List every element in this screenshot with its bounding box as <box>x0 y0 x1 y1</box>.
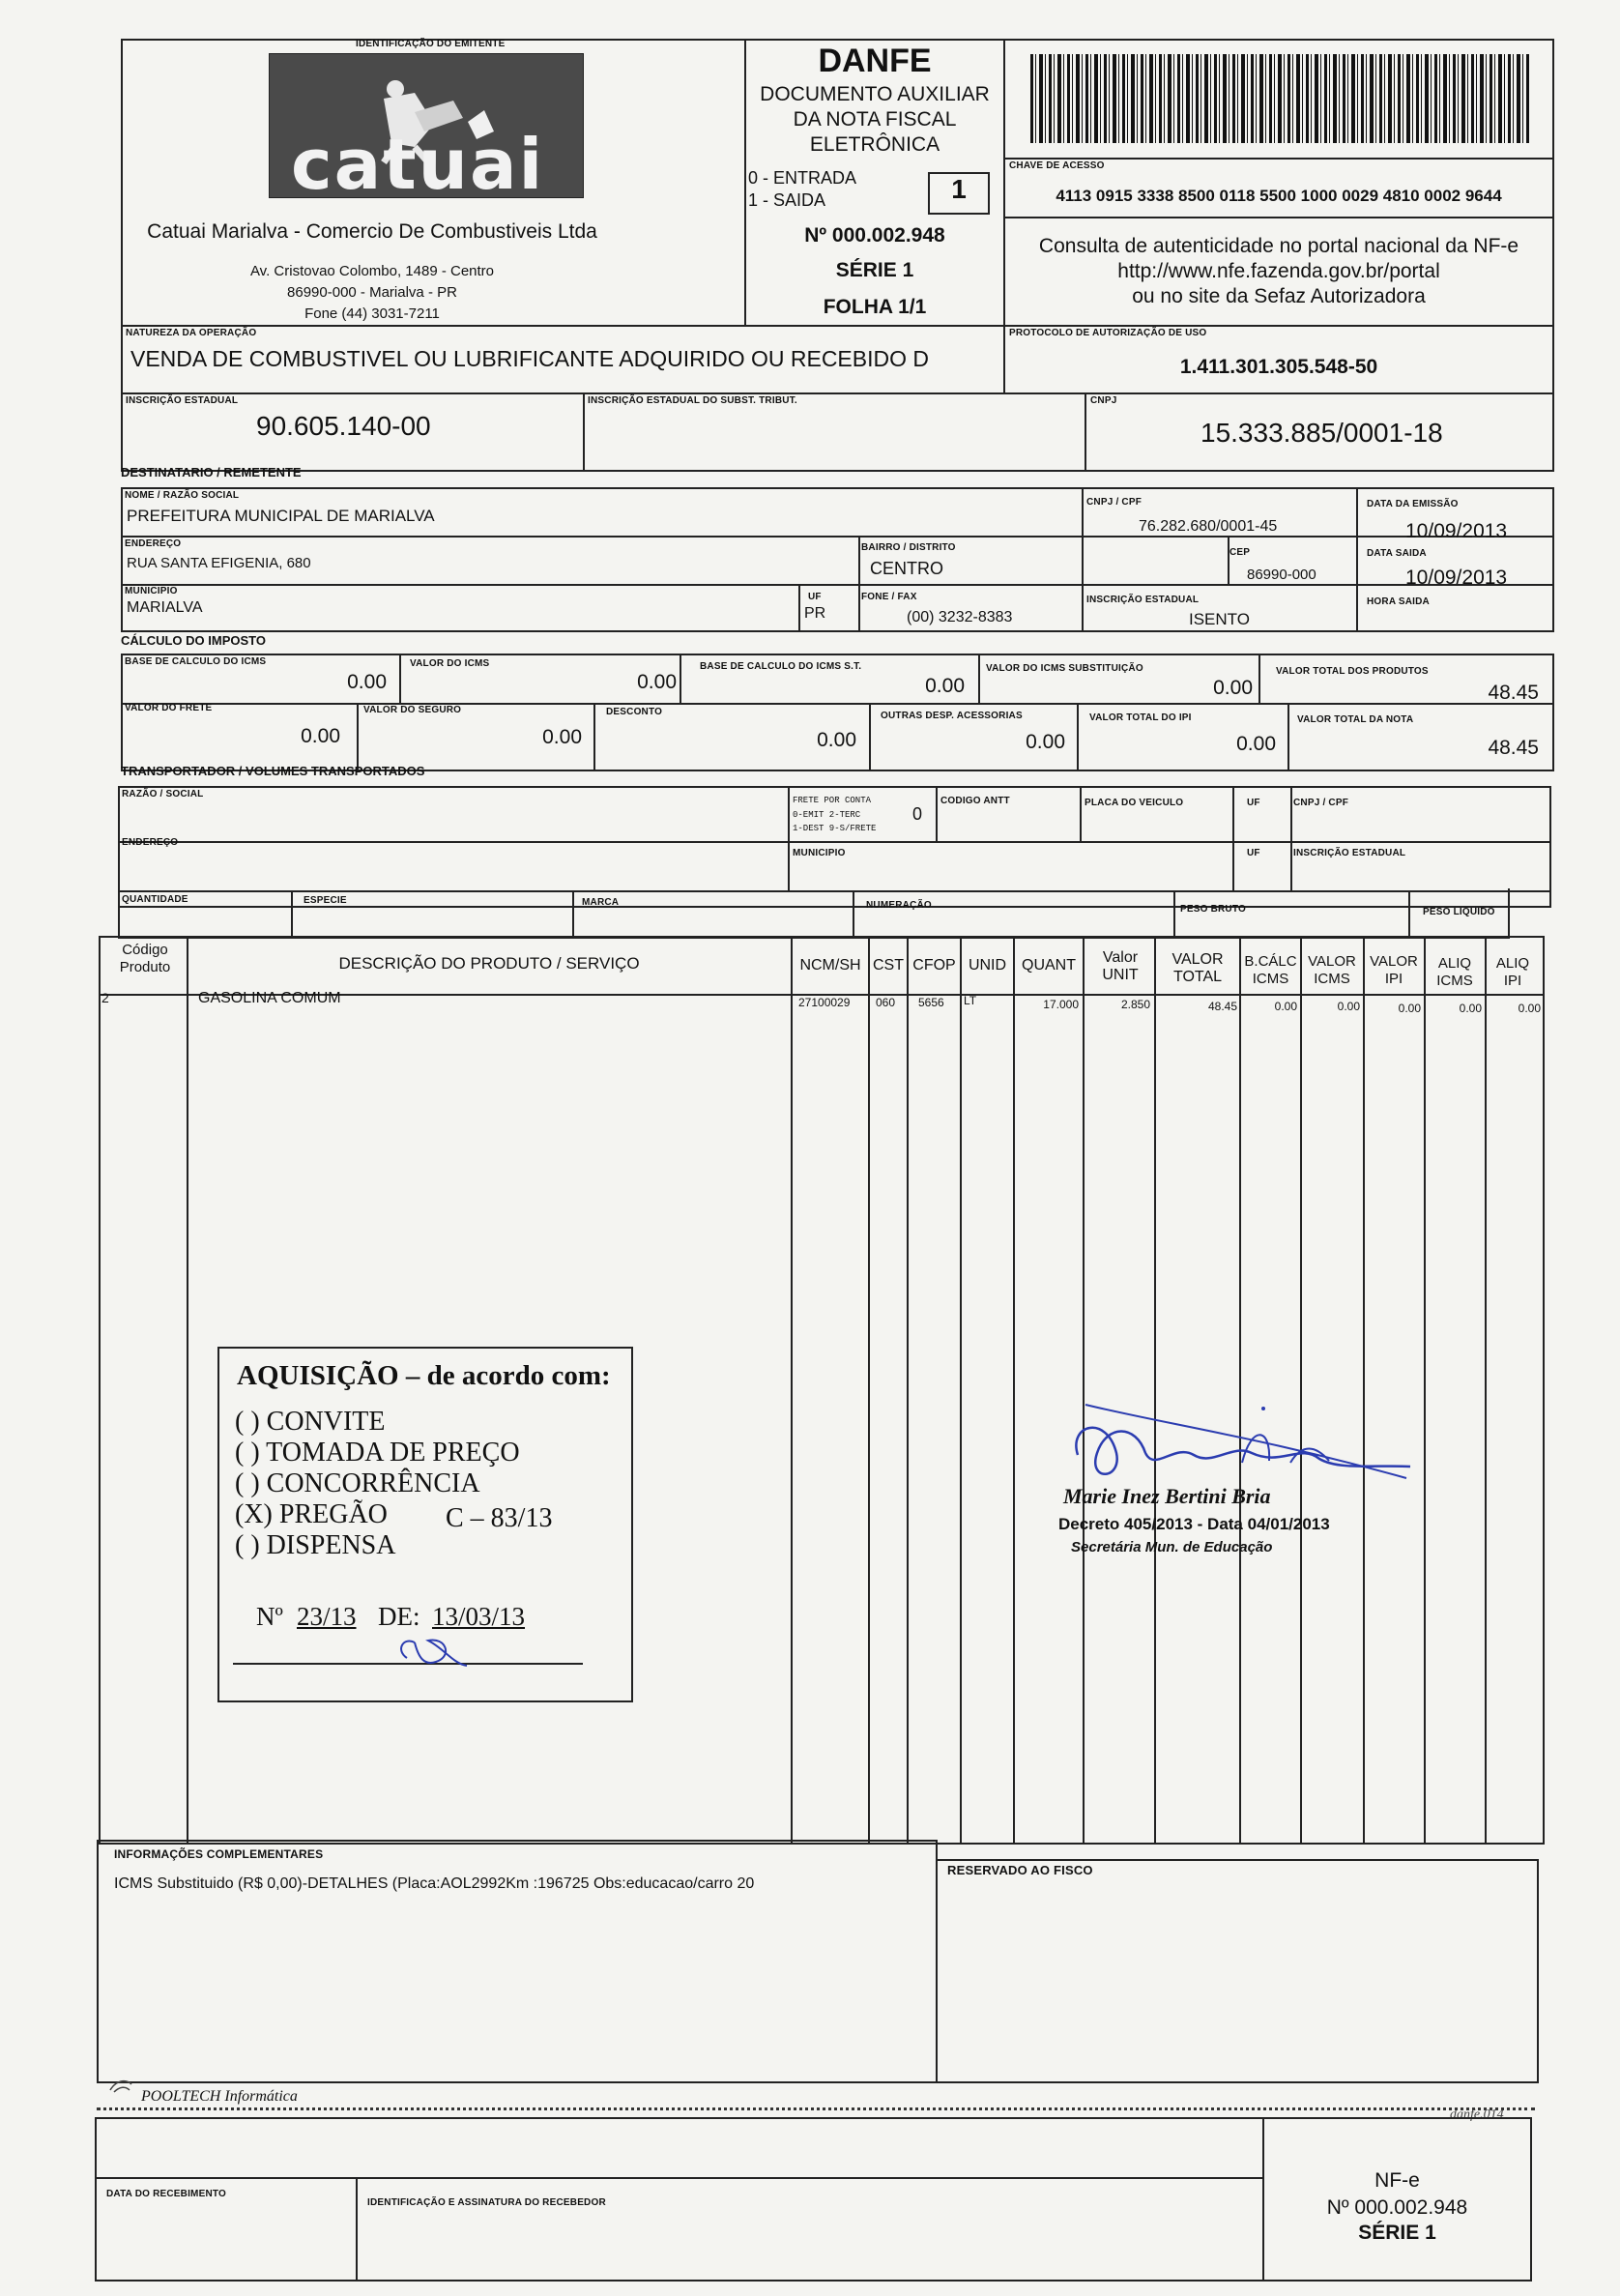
especie-label: ESPECIE <box>304 895 347 906</box>
catuai-logo <box>269 53 584 205</box>
razao-label: RAZÃO / SOCIAL <box>122 789 204 799</box>
frete-line-1: FRETE POR CONTA <box>793 796 872 805</box>
dest-emissao: 10/09/2013 <box>1405 520 1508 542</box>
hdr-ncm: NCM/SH <box>799 957 861 974</box>
total-produtos-label: VALOR TOTAL DOS PRODUTOS <box>1276 666 1429 677</box>
transp-col-1 <box>788 786 790 890</box>
peso-liquido-label: PESO LIQUIDO <box>1423 907 1495 917</box>
stamp-data: 13/03/13 <box>432 1602 526 1631</box>
dest-cep-label: CEP <box>1229 547 1251 558</box>
hdr-quant: QUANT <box>1022 957 1076 974</box>
hdr-cfop: CFOP <box>912 957 956 974</box>
dest-saida-label: DATA SAIDA <box>1367 548 1427 559</box>
emitente-phone: Fone (44) 3031-7211 <box>304 305 440 322</box>
dest-col-4 <box>798 584 800 632</box>
danfe-subtitle-3: ELETRÔNICA <box>809 133 940 156</box>
danfe-entrada: 0 - ENTRADA <box>748 168 857 188</box>
imposto-row-line <box>121 703 1554 705</box>
transp-col-5 <box>1290 786 1292 890</box>
cnpj-label: CNPJ <box>1090 395 1117 406</box>
row-vtotal: 48.45 <box>1207 1000 1237 1013</box>
transp-uf2-label: UF <box>1247 848 1260 858</box>
hdr-vtotal: VALOR TOTAL <box>1172 951 1224 985</box>
dest-hora-label: HORA SAIDA <box>1367 596 1430 607</box>
danfe-saida: 1 - SAIDA <box>748 190 826 210</box>
total-nota: 48.45 <box>1488 737 1539 759</box>
hdr-descricao: DESCRIÇÃO DO PRODUTO / SERVIÇO <box>338 954 640 973</box>
imposto-section-label: CÁLCULO DO IMPOSTO <box>121 633 266 648</box>
antt-label: CODIGO ANTT <box>940 796 1010 806</box>
transp-municipio-label: MUNICIPIO <box>793 848 846 858</box>
pooltech-logo-icon <box>106 2077 135 2096</box>
transp-cnpj-label: CNPJ / CPF <box>1293 798 1349 808</box>
seguro: 0.00 <box>542 726 582 748</box>
ie-st-label: INSCRIÇÃO ESTADUAL DO SUBST. TRIBUT. <box>588 395 797 406</box>
valor-st-label: VALOR DO ICMS SUBSTITUIÇÃO <box>986 663 1143 674</box>
hdr-aicms: ALIQ ICMS <box>1436 955 1473 989</box>
stamp-data-prefix: DE: <box>378 1602 420 1631</box>
footer-code: danfe.014 <box>1450 2107 1504 2122</box>
seguro-label: VALOR DO SEGURO <box>363 705 462 715</box>
transp-row-line-1 <box>118 841 1551 843</box>
hdr-codigo: Código Produto <box>119 942 171 975</box>
base-st: 0.00 <box>925 675 965 697</box>
cnpj-value: 15.333.885/0001-18 <box>1201 418 1443 448</box>
row-cst: 060 <box>876 996 896 1009</box>
base-icms-label: BASE DE CALCULO DO ICMS <box>125 656 267 667</box>
barcode <box>1030 54 1529 143</box>
imp-col-5 <box>357 703 359 771</box>
frete-line-2: 0-EMIT 2-TERC <box>793 810 861 820</box>
numeracao-label: NUMERAÇÃO <box>866 900 932 911</box>
vol-col-4 <box>1173 890 1175 939</box>
natureza-value: VENDA DE COMBUSTIVEL OU LUBRIFICANTE ADQUIRIDO OU RECEBIDO D <box>130 346 930 371</box>
prod-col-descricao <box>791 936 793 1845</box>
row-vunit: 2.850 <box>1120 998 1150 1011</box>
ie-value: 90.605.140-00 <box>256 411 431 441</box>
imp-col-7 <box>869 703 871 771</box>
dest-bairro: CENTRO <box>870 559 943 578</box>
dest-fone-label: FONE / FAX <box>861 592 917 602</box>
stamp-option-convite: ( ) CONVITE <box>235 1407 386 1437</box>
chave-label: CHAVE DE ACESSO <box>1009 160 1105 171</box>
hdr-unid: UNID <box>968 957 1007 974</box>
peso-bruto-label: PESO BRUTO <box>1180 904 1246 915</box>
transp-uf-label: UF <box>1247 798 1260 808</box>
consulta-line-3: ou no site da Sefaz Autorizadora <box>1132 285 1426 307</box>
row-vipi: 0.00 <box>1398 1002 1421 1015</box>
emitente-city: 86990-000 - Marialva - PR <box>287 284 457 301</box>
imp-col-9 <box>1287 703 1289 771</box>
transp-ie-label: INSCRIÇÃO ESTADUAL <box>1293 848 1406 858</box>
canhoto-col-1 <box>356 2177 358 2281</box>
fisco-label: RESERVADO AO FISCO <box>947 1863 1093 1877</box>
imp-col-4 <box>1258 654 1260 703</box>
inscricoes-divider-2 <box>1085 392 1086 472</box>
canhoto-numero: Nº 000.002.948 <box>1326 2196 1468 2219</box>
stamp-option-pregao: (X) PREGÃO <box>235 1499 388 1529</box>
frete-line-3: 1-DEST 9-S/FRETE <box>793 824 877 833</box>
dest-row-line-2 <box>121 584 1554 586</box>
stamp-option-dispensa: ( ) DISPENSA <box>235 1530 396 1560</box>
transp-col-3 <box>1080 786 1082 841</box>
natureza-label: NATUREZA DA OPERAÇÃO <box>126 328 257 338</box>
protocolo-label: PROTOCOLO DE AUTORIZAÇÃO DE USO <box>1009 328 1207 338</box>
canhoto-nfe: NF-e <box>1374 2169 1420 2192</box>
hdr-bcalc: B.CÁLC ICMS <box>1244 953 1297 987</box>
prod-col-codigo <box>187 936 188 1845</box>
signature-line-2: Decreto 405/2013 - Data 04/01/2013 <box>1058 1515 1330 1533</box>
signature-line-3: Secretária Mun. de Educação <box>1071 1539 1273 1555</box>
dest-municipio-label: MUNICIPIO <box>125 586 178 596</box>
row-aicms: 0.00 <box>1459 1002 1482 1015</box>
prod-col-ncm <box>868 936 870 1845</box>
row-descricao: GASOLINA COMUM <box>198 990 341 1006</box>
ipi-label: VALOR TOTAL DO IPI <box>1089 712 1192 723</box>
prod-col-cst <box>907 936 909 1845</box>
imp-col-1 <box>399 654 401 703</box>
cut-line <box>97 2107 1535 2110</box>
emitente-address: Av. Cristovao Colombo, 1489 - Centro <box>249 263 495 279</box>
hdr-aipi: ALIQ IPI <box>1495 955 1530 989</box>
stamp-numero-prefix: Nº <box>256 1602 283 1631</box>
chave-divider-2 <box>1003 217 1554 218</box>
canhoto-serie: SÉRIE 1 <box>1358 2222 1436 2244</box>
chave-value: 4113 0915 3338 8500 0118 5500 1000 0029 4810 0002 9644 <box>1056 187 1502 205</box>
dest-col-1 <box>1082 487 1084 632</box>
stamp-numero: 23/13 <box>297 1602 357 1631</box>
outras: 0.00 <box>1026 731 1065 753</box>
valor-icms-label: VALOR DO ICMS <box>410 658 490 669</box>
consulta-line-1: Consulta de autenticidade no portal nacional da NF-e <box>1038 235 1519 257</box>
imp-col-3 <box>978 654 980 703</box>
row-aipi: 0.00 <box>1518 1002 1541 1015</box>
hdr-cst: CST <box>873 957 904 974</box>
dest-endereco: RUA SANTA EFIGENIA, 680 <box>127 555 311 571</box>
dest-cnpj-label: CNPJ / CPF <box>1086 497 1143 508</box>
transp-col-4 <box>1232 786 1234 890</box>
vol-col-5 <box>1408 890 1410 939</box>
placa-label: PLACA DO VEICULO <box>1085 798 1184 808</box>
base-icms: 0.00 <box>347 671 387 693</box>
row-vicms: 0.00 <box>1337 1000 1360 1013</box>
imp-col-2 <box>680 654 681 703</box>
dest-uf: PR <box>804 605 826 622</box>
signature-line-1: Marie Inez Bertini Bria <box>1063 1484 1271 1508</box>
consulta-line-2[interactable]: http://www.nfe.fazenda.gov.br/portal <box>1117 260 1440 282</box>
danfe-title: DANFE <box>818 43 932 79</box>
valor-icms: 0.00 <box>637 671 677 693</box>
stamp-option-concorrencia: ( ) CONCORRÊNCIA <box>235 1468 480 1498</box>
imp-col-8 <box>1077 703 1079 771</box>
vol-col-3 <box>853 890 854 939</box>
destinatario-section-label: DESTINATARIO / REMETENTE <box>121 465 302 480</box>
dest-col-3 <box>858 536 860 632</box>
hdr-vicms: VALOR ICMS <box>1308 953 1356 987</box>
dest-col-5 <box>1228 536 1229 584</box>
logo-text: catuai <box>291 124 545 205</box>
danfe-subtitle-2: DA NOTA FISCAL <box>793 108 957 131</box>
total-produtos: 48.45 <box>1488 682 1539 704</box>
dest-saida: 10/09/2013 <box>1405 567 1508 589</box>
stamp-title: AQUISIÇÃO – de acordo com: <box>237 1360 611 1391</box>
info-text: ICMS Substituido (R$ 0,00)-DETALHES (Placa:AOL2992Km :196725 Obs:educacao/carro 20 <box>114 1875 755 1892</box>
row-ncm: 27100029 <box>798 996 851 1009</box>
emitente-name: Catuai Marialva - Comercio De Combustiveis Ltda <box>147 220 597 243</box>
imp-col-6 <box>593 703 595 771</box>
stamp-option-tomada: ( ) TOMADA DE PREÇO <box>235 1438 520 1468</box>
fisco-box <box>936 1859 1539 2083</box>
info-label: INFORMAÇÕES COMPLEMENTARES <box>114 1847 324 1861</box>
row-codigo: 2 <box>101 990 109 1005</box>
inscricoes-divider-1 <box>583 392 585 472</box>
hdr-vipi: VALOR IPI <box>1370 953 1418 987</box>
frete-label: VALOR DO FRETE <box>125 703 213 713</box>
transportador-section-label: TRANSPORTADOR / VOLUMES TRANSPORTADOS <box>121 764 425 778</box>
dest-uf-label: UF <box>808 592 822 602</box>
danfe-subtitle-1: DOCUMENTO AUXILIAR <box>760 83 990 105</box>
transp-col-2 <box>936 786 938 841</box>
prod-col-vipi <box>1424 936 1426 1845</box>
aquisicao-stamp <box>217 1347 633 1702</box>
prod-col-cfop <box>960 936 962 1845</box>
footer-software: POOLTECH Informática <box>141 2088 298 2105</box>
outras-label: OUTRAS DESP. ACESSORIAS <box>881 711 1023 721</box>
dest-nome-label: NOME / RAZÃO SOCIAL <box>125 490 240 501</box>
ie-label: INSCRIÇÃO ESTADUAL <box>126 395 239 406</box>
ipi: 0.00 <box>1236 733 1276 755</box>
desconto: 0.00 <box>817 729 856 751</box>
vol-col-2 <box>572 890 574 939</box>
stamp-pregao-ref: C – 83/13 <box>446 1503 553 1533</box>
marca-label: MARCA <box>582 897 620 908</box>
dest-bairro-label: BAIRRO / DISTRITO <box>861 542 956 553</box>
emitente-label: IDENTIFICAÇÃO DO EMITENTE <box>356 39 506 49</box>
danfe-tipo: 1 <box>951 174 967 204</box>
vol-col-1 <box>291 890 293 939</box>
dest-cep: 86990-000 <box>1247 567 1316 583</box>
chave-divider-1 <box>1003 158 1554 160</box>
prod-col-unid <box>1013 936 1015 1845</box>
dest-col-2 <box>1356 487 1358 632</box>
row-quant: 17.000 <box>1043 998 1079 1011</box>
dest-cnpj: 76.282.680/0001-45 <box>1139 518 1278 535</box>
transp-endereco-label: ENDEREÇO <box>122 837 179 848</box>
dest-ie-label: INSCRIÇÃO ESTADUAL <box>1086 595 1200 605</box>
danfe-numero: Nº 000.002.948 <box>804 224 945 247</box>
canhoto-data-label: DATA DO RECEBIMENTO <box>106 2189 226 2199</box>
row-unid: LT <box>964 994 977 1007</box>
dest-emissao-label: DATA DA EMISSÃO <box>1367 499 1459 509</box>
hdr-vunit: Valor UNIT <box>1102 949 1139 983</box>
dest-row-line-1 <box>121 536 1554 538</box>
frete-value: 0 <box>912 804 923 824</box>
quantidade-label: QUANTIDADE <box>122 894 188 905</box>
total-nota-label: VALOR TOTAL DA NOTA <box>1297 714 1414 725</box>
row-cfop: 5656 <box>918 996 944 1009</box>
canhoto-assinatura-label: IDENTIFICAÇÃO E ASSINATURA DO RECEBEDOR <box>367 2197 606 2208</box>
base-st-label: BASE DE CALCULO DO ICMS S.T. <box>700 661 862 672</box>
canhoto-row-line <box>95 2177 1264 2179</box>
dest-endereco-label: ENDEREÇO <box>125 538 182 549</box>
desconto-label: DESCONTO <box>606 707 663 717</box>
row-bcalc: 0.00 <box>1274 1000 1297 1013</box>
danfe-folha: FOLHA 1/1 <box>823 296 927 318</box>
valor-st: 0.00 <box>1213 677 1253 699</box>
stamp-initials-icon <box>386 1629 473 1677</box>
dest-ie: ISENTO <box>1189 610 1250 628</box>
prod-col-aicms <box>1485 936 1487 1845</box>
dest-nome: PREFEITURA MUNICIPAL DE MARIALVA <box>127 507 435 525</box>
dest-municipio: MARIALVA <box>127 599 203 616</box>
frete: 0.00 <box>301 725 340 747</box>
dest-fone: (00) 3232-8383 <box>907 609 1013 625</box>
protocolo-value: 1.411.301.305.548-50 <box>1179 356 1378 378</box>
danfe-serie: SÉRIE 1 <box>835 259 914 281</box>
